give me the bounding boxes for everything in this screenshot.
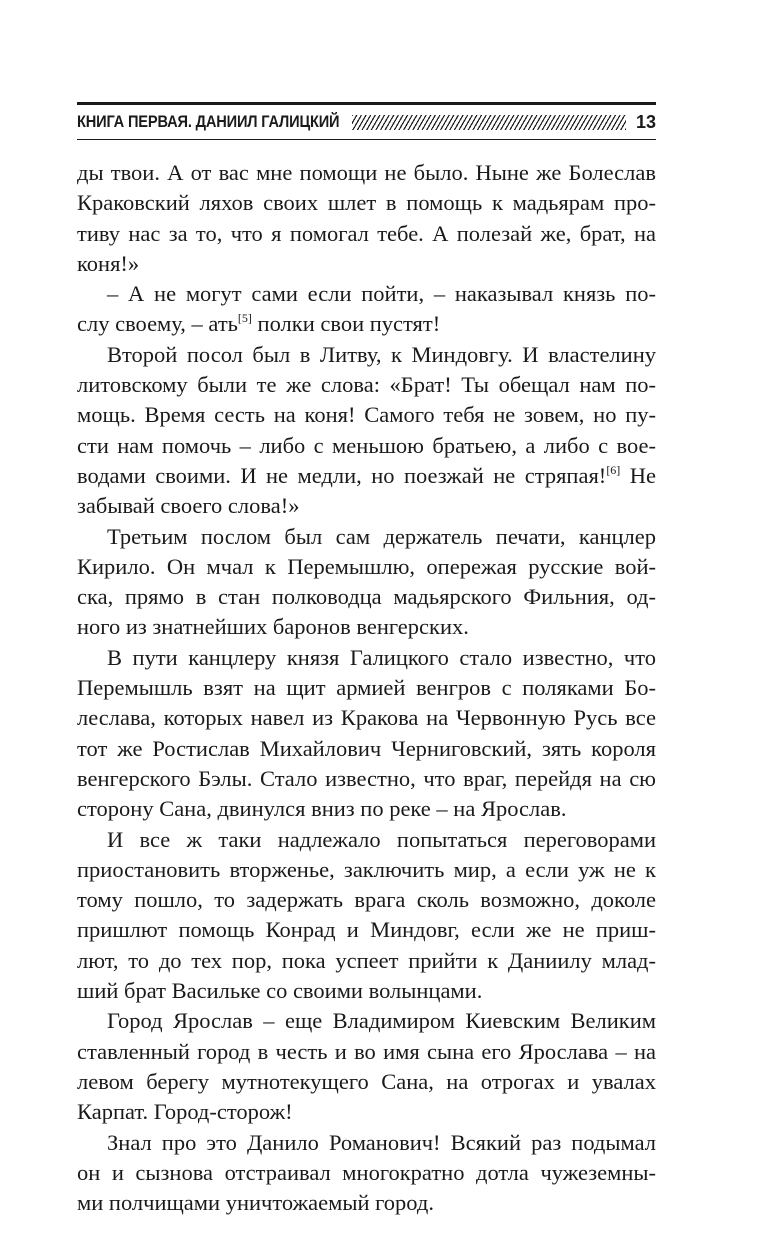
text-line: венгерского Бэлы. Стало известно, что враг, перейдя на сю [77,765,656,791]
decorative-hatch-rule [352,115,626,130]
text-line: ший брат Васильке со своими волынцами. [77,978,483,1004]
text-line: ска, прямо в стан полководца мадьярского Фильния, од- [77,584,656,610]
text-line: ми полчищами уничтожаемый город. [77,1190,434,1216]
text-line: тому пошло, то задержать врага сколь возможно, доколе [77,887,656,913]
text-line: Третьим послом был сам держатель печати, канцлер [107,523,656,549]
text-line: тот же Ростислав Михайлович Черниговский, зять короля [77,735,656,761]
text-line: тиву нас за то, что я помогал тебе. А полезай же, брат, на [77,220,656,246]
text-line: ного из знатнейших баронов венгерских. [77,614,469,640]
paragraph [77,1006,656,1127]
body-text [77,158,656,1218]
text-line: Карпат. Город-сторож! [77,1099,293,1125]
text-line: сторону Сана, двинулся вниз по реке – на Ярослав. [77,796,567,822]
paragraph [77,1128,656,1219]
paragraph [77,643,656,825]
page-number: 13 [635,111,656,132]
text-line: Знал про это Данило Романович! Всякий раз подымал [107,1129,656,1155]
paragraph [77,158,656,279]
paragraph [77,279,656,340]
text-line: – А не могут сами если пойти, – наказывал князь по- [107,281,656,307]
footnote-marker[interactable]: [6] [606,462,621,477]
text-line: левом берегу мутнотекущего Сана, на отрогах и увалах [77,1068,656,1094]
paragraph [77,825,656,1007]
text-line: Краковский ляхов своих шлет в помощь к мадьярам про- [77,190,656,216]
text-line: Перемышль взят на щит армией венгров с поляками Бо- [77,675,656,701]
text-line: мощь. Время сесть на коня! Самого тебя не зовем, но пу- [77,402,656,428]
text-line [77,309,656,339]
text-line: он и сызнова отстраивал многократно дотла чужеземны- [77,1159,656,1185]
running-title: КНИГА ПЕРВАЯ. ДАНИИЛ ГАЛИЦКИЙ [77,112,340,131]
running-header [77,102,656,140]
text-line: В пути канцлеру князя Галицкого стало известно, что [107,644,656,670]
text-line [77,461,656,491]
paragraph [77,522,656,643]
text-line: забывай своего слова!» [77,493,300,519]
text-line: Кирило. Он мчал к Перемышлю, опережая русские вой- [77,553,656,579]
text-run: Не [620,462,656,488]
text-line: И все ж таки надлежало попытаться переговорами [107,826,656,852]
text-line: приостановить вторженье, заключить мир, а если уж не к [77,856,656,882]
text-run: слу своему, – ать [77,311,238,337]
text-line: ставленный город в честь и во имя сына его Ярослава – на [77,1038,656,1064]
paragraph [77,340,656,522]
text-line: литовскому были те же слова: «Брат! Ты обещал нам по- [77,372,656,398]
text-run: водами своими. И не медли, но поезжай не стряпая! [77,462,607,488]
text-line: Второй посол был в Литву, к Миндовгу. И властелину [107,341,656,367]
text-line: коня!» [77,250,140,276]
text-line: пришлют помощь Конрад и Миндовг, если же не приш- [77,917,656,943]
text-line: сти нам помочь – либо с меньшою братьею, а либо с вое- [77,432,656,458]
text-line: леслава, которых навел из Кракова на Червонную Русь все [77,705,656,731]
text-line: Город Ярослав – еще Владимиром Киевским Великим [107,1008,656,1034]
footnote-marker[interactable]: [5] [237,311,252,326]
text-run: полки свои пустят! [251,311,441,337]
text-line: лют, то до тех пор, пока успеет прийти к Даниилу млад- [77,947,656,973]
text-line: ды твои. А от вас мне помощи не было. Ныне же Болеслав [77,160,656,185]
